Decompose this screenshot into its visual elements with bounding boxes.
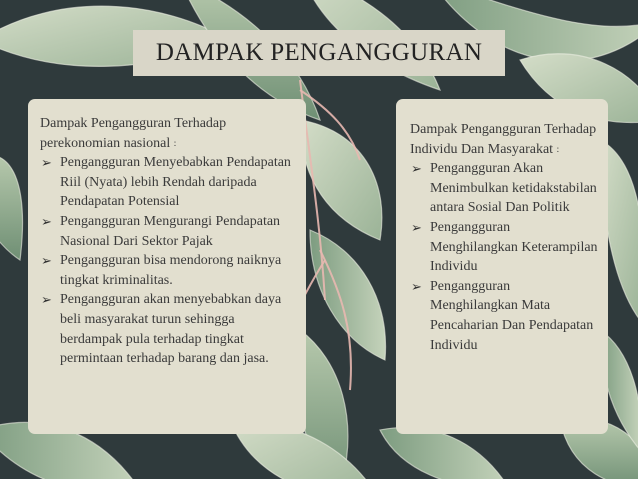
point-text: Pengangguran bisa mendorong naiknya tingkat kriminalitas. <box>60 253 282 288</box>
right-heading-text: Dampak Pengangguran Terhadap Individu Dan Masyarakat <box>410 122 597 157</box>
list-item <box>40 251 294 290</box>
arrowhead-bullet-icon: ➢ <box>41 213 52 229</box>
left-text-panel <box>28 99 306 434</box>
right-text-panel <box>396 99 608 434</box>
arrowhead-bullet-icon: ➢ <box>411 219 422 235</box>
slide-title: DAMPAK PENGANGGURAN <box>155 39 483 66</box>
list-item <box>40 212 294 251</box>
point-text: Pengangguran Mengurangi Pendapatan Nasional Dari Sektor Pajak <box>60 213 281 249</box>
list-item <box>40 153 294 212</box>
left-points-list <box>40 153 294 369</box>
point-text: Pengangguran akan menyebabkan daya beli masyarakat turun sehingga berdampak pula terhadap tingkat permintaan terhadap barang dan jasa. <box>60 292 282 367</box>
point-text: Pengangguran Menghilangkan Keterampilan Individu <box>430 219 598 275</box>
list-item <box>410 218 598 277</box>
list-item <box>410 277 598 355</box>
left-heading-colon: : <box>173 137 177 148</box>
arrowhead-bullet-icon: ➢ <box>411 278 422 294</box>
title-bar <box>133 30 505 76</box>
list-item <box>40 290 294 368</box>
arrowhead-bullet-icon: ➢ <box>41 253 52 269</box>
right-points-list <box>410 159 598 355</box>
left-panel-heading <box>40 114 294 153</box>
arrowhead-bullet-icon: ➢ <box>411 161 422 177</box>
right-panel-heading <box>410 120 598 159</box>
arrowhead-bullet-icon: ➢ <box>41 155 52 171</box>
list-item <box>410 159 598 218</box>
right-heading-colon: : <box>556 143 560 154</box>
point-text: Pengangguran Menyebabkan Pendapatan Riil (Nyata) lebih Rendah daripada Pendapatan Potensial <box>60 155 291 210</box>
point-text: Pengangguran Akan Menimbulkan ketidakstabilan antara Sosial Dan Politik <box>430 161 597 216</box>
left-heading-text: Dampak Pengangguran Terhadap perekonomian nasional <box>40 116 227 151</box>
point-text: Pengangguran Menghilangkan Mata Pencaharian Dan Pendapatan Individu <box>430 278 594 353</box>
arrowhead-bullet-icon: ➢ <box>41 292 52 308</box>
